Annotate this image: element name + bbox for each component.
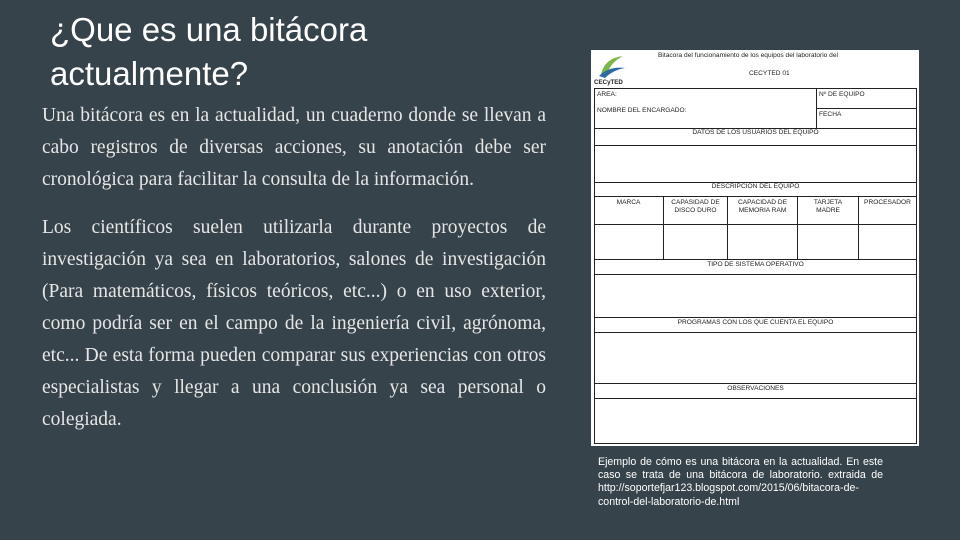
column-tarjeta: TARJETA MADRE	[813, 199, 843, 214]
paragraph-definition: Una bitácora es en la actualidad, un cuaderno donde se llevan a cabo registros de diversas acciones, su anotación debe ser cronológica para facilitar la consulta de la información.	[42, 105, 546, 190]
section-programs: PROGRAMAS CON LOS QUE CUENTA EL EQUIPO	[677, 319, 834, 326]
slide-body	[42, 100, 546, 452]
column-procesador: PROCESADOR	[864, 199, 911, 206]
section-observations: OBSERVACIONES	[727, 385, 784, 392]
logbook-form-image	[591, 50, 919, 446]
equipment-no-label: Nº DE EQUIPO	[819, 91, 865, 98]
column-marca: MARCA	[616, 199, 641, 206]
section-os: TIPO DE SISTEMA OPERATIVO	[707, 261, 804, 268]
date-label: FECHA	[819, 111, 842, 118]
paragraph-scientists: Los científicos suelen utilizarla durante proyectos de investigación ya sea en laboratorios, salones de investigación (Para matemáticos, físicos teóricos, etc...) o en uso exterior, como podría ser en el campo de la ingeniería civil, agrónoma, etc... De esta forma pueden comparar sus experiencias con otros especialistas y llegar a una conclusión ya sea personal o colegiada.	[42, 217, 546, 430]
form-header-line1: Bitacora del funcionamiento de los equipos del laboratorio del	[658, 52, 838, 59]
slide-title: ¿Que es una bitácora actualmente?	[50, 11, 368, 92]
image-caption: Ejemplo de cómo es una bitácora en la actualidad. En este caso se trata de una bitácora de laboratorio. extraida de http://soportefjar123.blogspot.com/2015/06/bitacora-de-control-del-laboratorio-de.html	[598, 456, 883, 508]
logo-text: CECyTED	[594, 79, 623, 86]
form-header-line2: CECYTED 01	[749, 70, 790, 77]
section-description: DESCRIPCION DEL EQUIPO	[711, 183, 800, 190]
area-label: AREA:	[597, 91, 617, 98]
manager-label: NOMBRE DEL ENCARGADO:	[597, 107, 687, 114]
column-ram: CAPACIDAD DE MEMORIA RAM	[738, 199, 787, 214]
column-disco: CAPASIDAD DE DISCO DURO	[671, 199, 720, 214]
section-users: DATOS DE LOS USUARIOS DEL EQUIPO	[692, 129, 819, 136]
